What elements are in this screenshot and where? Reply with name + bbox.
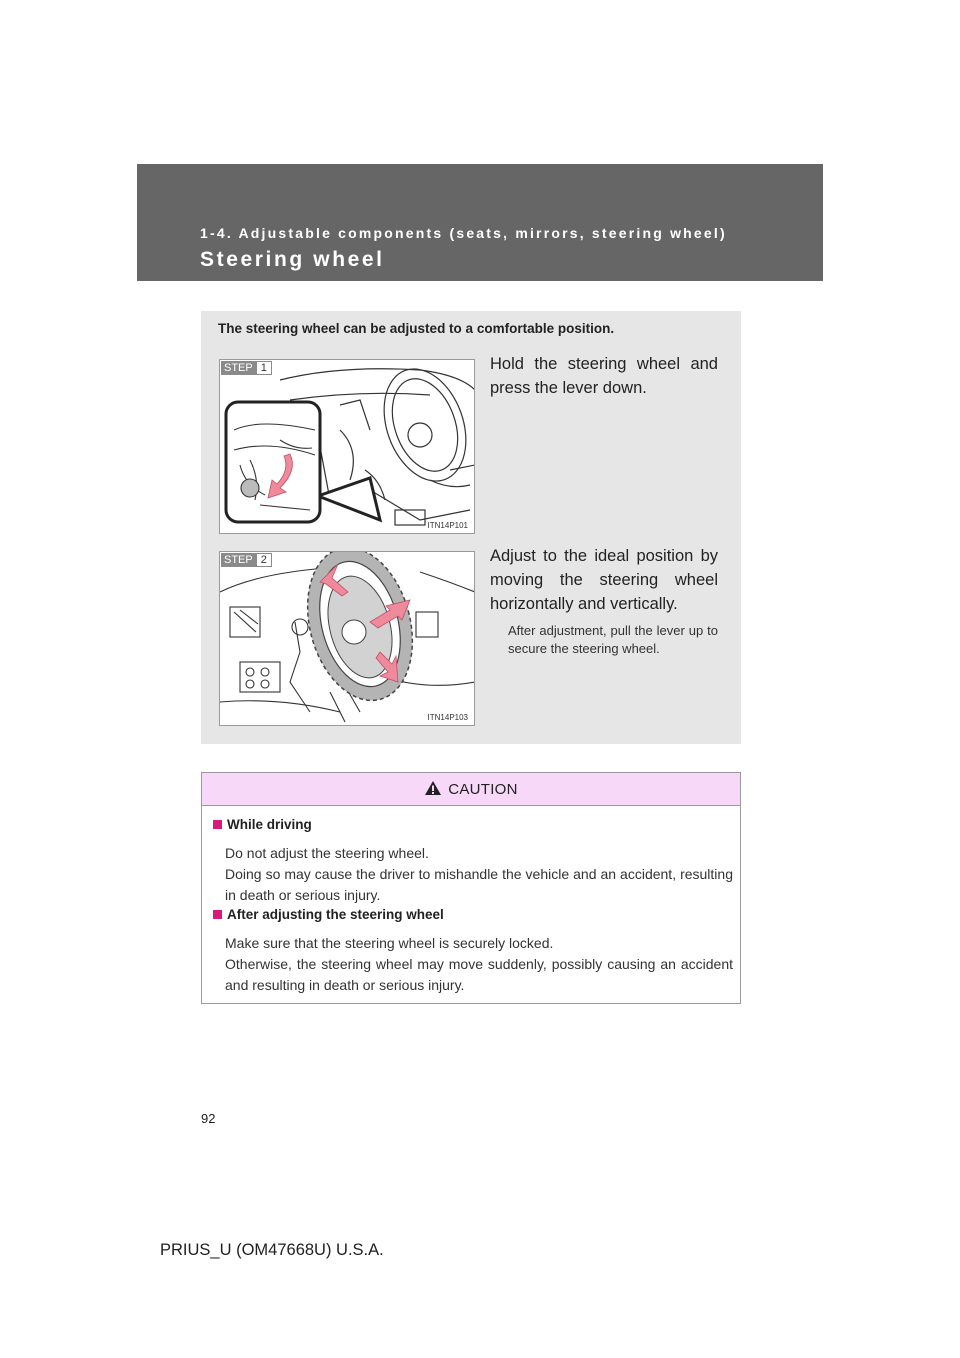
step-1-figure [219,359,475,534]
section-label: 1-4. Adjustable components (seats, mirrors, steering wheel) [200,225,727,241]
intro-text: The steering wheel can be adjusted to a comfortable position. [218,321,615,336]
footer-model-code: PRIUS_U (OM47668U) U.S.A. [160,1241,384,1259]
step-2-badge [221,553,272,567]
caution-line: Doing so may cause the driver to mishandle the vehicle and an accident, resulting in death or serious injury. [225,866,733,903]
caution-item-body [225,933,733,996]
bullet-square-icon [213,910,222,919]
section-header [137,164,823,281]
caution-header [202,773,740,806]
step-1-text: Hold the steering wheel and press the lever down. [490,355,718,397]
step-2-text: Adjust to the ideal position by moving the steering wheel horizontally and vertically. [490,547,718,613]
caution-item [213,817,733,906]
caution-line: Make sure that the steering wheel is securely locked. [225,935,554,951]
step-2-note: After adjustment, pull the lever up to secure the steering wheel. [508,623,718,656]
caution-item-body [225,843,733,906]
caution-item [213,907,733,996]
figure-code: ITN14P101 [427,521,468,530]
instruction-panel [201,311,741,744]
caution-item-title-text: While driving [227,817,312,832]
step-word: STEP [221,553,256,567]
caution-item-title-text: After adjusting the steering wheel [227,907,444,922]
callout-box [226,402,320,522]
steering-lever-illustration [220,360,475,534]
caution-item-title [213,817,733,832]
step-1-badge [221,361,272,375]
caution-box [201,772,741,1004]
page-number: 92 [201,1111,216,1126]
step-2-figure [219,551,475,726]
bullet-square-icon [213,820,222,829]
caution-line: Otherwise, the steering wheel may move suddenly, possibly causing an accident and resulting in death or serious injury. [225,956,733,993]
caution-label: CAUTION [448,780,518,798]
page-title: Steering wheel [200,248,385,271]
caution-item-title [213,907,733,922]
steering-adjust-illustration [220,552,475,726]
step-word: STEP [221,361,256,375]
step-number: 2 [256,553,272,567]
step-number: 1 [256,361,272,375]
warning-triangle-icon [424,780,442,796]
figure-code: ITN14P103 [427,713,468,722]
caution-line: Do not adjust the steering wheel. [225,845,429,861]
